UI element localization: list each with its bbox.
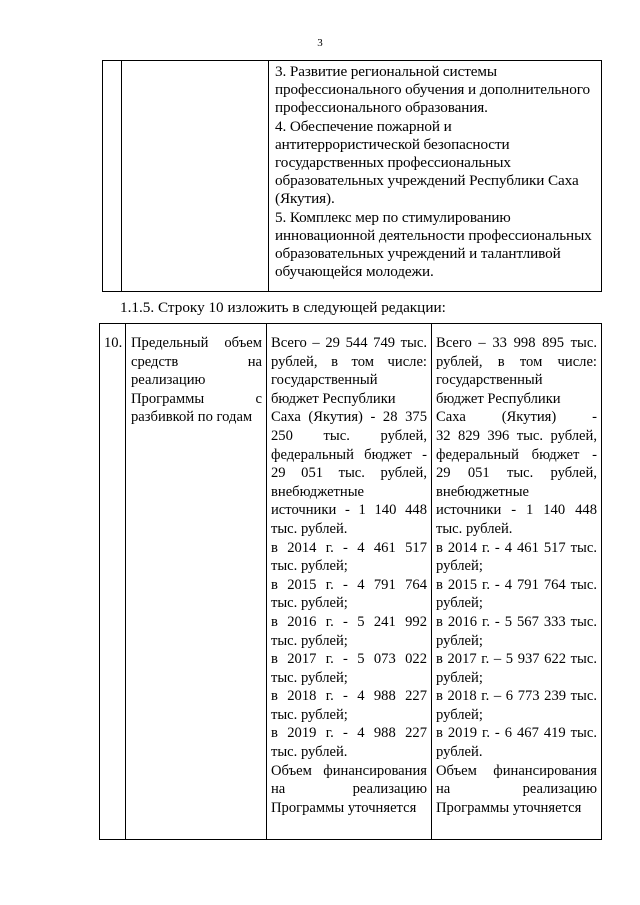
text-line: в 2016 г. - 5 567 333 тыс. — [436, 613, 597, 630]
text-line: федеральный бюджет - — [271, 446, 427, 463]
text-line: в 2017 г. - 5 073 022 — [271, 651, 427, 668]
text-line: рублей; — [436, 558, 483, 575]
paragraph — [275, 209, 595, 282]
text-line: рублей; — [436, 669, 483, 686]
text-line: в 2017 г. – 5 937 622 тыс. — [436, 651, 597, 668]
text-line: рублей; — [436, 595, 483, 612]
old-values-cell — [267, 324, 432, 839]
text-line: внебюджетные — [271, 483, 365, 500]
text-line: Всего – 33 998 895 тыс. — [436, 335, 597, 351]
text-line: обучающейся молодежи. — [275, 263, 434, 281]
text-line: 5. Комплекс мер по стимулированию — [275, 208, 511, 226]
row-number-cell — [100, 324, 126, 839]
text-line: в 2018 г. - 4 988 227 — [271, 688, 427, 705]
text-line: рублей; — [436, 706, 483, 723]
text-line: в 2019 г. - 6 467 419 тыс. — [436, 725, 597, 742]
text-line: источники - 1 140 448 — [436, 502, 597, 519]
text-line: рублей; — [436, 632, 483, 649]
text-line: тыс. рублей. — [271, 520, 348, 537]
text-line: рублей, в том числе: — [436, 353, 597, 370]
paragraph — [275, 63, 595, 118]
text-line: в 2018 г. – 6 773 239 тыс. — [436, 688, 597, 705]
text-line: в 2015 г. - 4 791 764 тыс. — [436, 576, 597, 593]
text-line: государственный — [271, 372, 378, 389]
text-line: тыс. рублей; — [271, 558, 348, 575]
text-line: образовательных учреждений и талантливой — [275, 245, 561, 263]
text-line: антитеррористической безопасности — [275, 135, 510, 153]
text-line: Объем финансирования — [436, 762, 597, 779]
text-line: тыс. рублей; — [271, 595, 348, 612]
text-line: государственных профессиональных — [275, 154, 511, 172]
row-name-text — [131, 334, 262, 427]
text-line: Объем финансирования — [271, 762, 427, 779]
text-line: рублей, в том числе: — [271, 353, 427, 370]
text-line: в 2015 г. - 4 791 764 — [271, 576, 427, 593]
text-line: тыс. рублей. — [436, 520, 513, 537]
text-line: источники - 1 140 448 — [271, 502, 427, 519]
text-line: 3. Развитие региональной системы — [275, 63, 498, 80]
text-line: в 2014 г. - 4 461 517 тыс. — [436, 539, 597, 556]
text-line: 250 тыс. рублей, — [271, 427, 427, 444]
text-line: Программы уточняется — [436, 799, 582, 816]
text-line: разбивкой по годам — [131, 409, 253, 426]
text-line: Саха (Якутия) - — [436, 409, 597, 426]
text-line: в 2016 г. - 5 241 992 — [271, 613, 427, 630]
text-line: 29 051 тыс. рублей, — [436, 465, 597, 482]
page-number: 3 — [317, 37, 323, 49]
text-line: профессионального образования. — [275, 99, 488, 117]
new-values-cell — [432, 324, 601, 839]
text-line: Программы уточняется — [271, 799, 417, 816]
text-line: тыс. рублей; — [271, 706, 348, 723]
text-line: (Якутия). — [275, 190, 335, 208]
text-line: 29 051 тыс. рублей, — [271, 465, 427, 482]
row-10-table — [99, 323, 602, 840]
text-line: средств на — [131, 353, 262, 370]
text-line: 4. Обеспечение пожарной и — [275, 117, 452, 135]
text-line: федеральный бюджет - — [436, 446, 597, 463]
text-line: Всего – 29 544 749 тыс. — [271, 335, 427, 351]
text-line: Саха (Якутия) - 28 375 — [271, 409, 427, 426]
text-line: образовательных учреждений Республики Саха — [275, 172, 579, 190]
row-name-cell — [126, 324, 267, 839]
text-line: на реализацию — [436, 781, 597, 798]
text-line: тыс. рублей. — [271, 744, 348, 761]
text-line: тыс. рублей; — [271, 632, 348, 649]
text-line: тыс. рублей; — [271, 669, 348, 686]
text-line: в 2014 г. - 4 461 517 — [271, 539, 427, 556]
old-values-text — [271, 334, 427, 817]
previous-table-fragment — [102, 60, 602, 292]
text-line: Программы с — [131, 390, 262, 407]
text-line: Предельный объем — [131, 335, 262, 351]
table-cell-content — [269, 62, 601, 281]
table-cell-name — [121, 61, 269, 291]
text-line: 32 829 396 тыс. рублей, — [436, 427, 597, 444]
text-line: профессионального обучения и дополнительного — [275, 81, 590, 99]
row-number: 10. — [104, 335, 123, 351]
text-line: реализацию — [131, 372, 206, 389]
table-cell-number — [103, 61, 122, 291]
text-line: инновационной деятельности профессиональных — [275, 226, 592, 244]
new-values-text — [436, 334, 597, 817]
text-line: в 2019 г. - 4 988 227 — [271, 725, 427, 742]
text-line: на реализацию — [271, 781, 427, 798]
text-line: внебюджетные — [436, 483, 530, 500]
text-line: бюджет Республики — [271, 390, 396, 407]
text-line: государственный — [436, 372, 543, 389]
text-line: бюджет Республики — [436, 390, 561, 407]
amendment-instruction: 1.1.5. Строку 10 изложить в следующей редакции: — [120, 299, 446, 316]
paragraph — [275, 118, 595, 209]
text-line: рублей. — [436, 744, 483, 761]
